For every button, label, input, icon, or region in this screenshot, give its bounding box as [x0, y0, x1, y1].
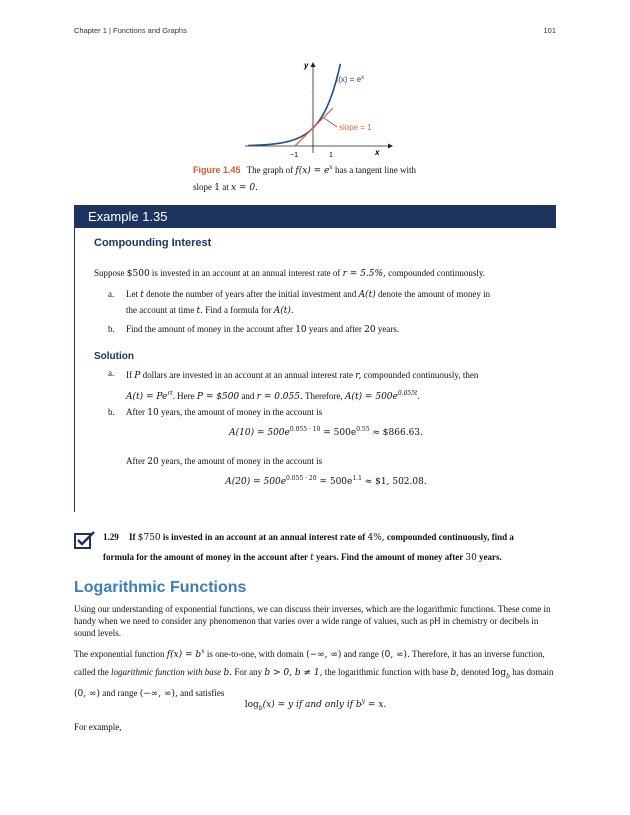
- exp-curve: [248, 64, 340, 146]
- figure-number: Figure 1.45: [193, 165, 241, 175]
- solution-part-b-text2: After 20 years, the amount of money in the account is: [126, 456, 323, 467]
- section-paragraph-2: The exponential function $f(x) = b^x$ is one-to-one, with domain (−∞, ∞) and range (0, ∞). Therefore, it has an inverse function, called the logarithmic function with base b. For any b > 0, b ≠ 1, the logarithmic function with base b, denoted $\log_b$ has domain (0, ∞) and range (−∞, ∞), and satisfies: [74, 648, 554, 699]
- example-left-border: [74, 228, 75, 512]
- section-title: Logarithmic Functions: [74, 579, 247, 596]
- solution-part-b-text1: After 10 years, the amount of money in the account is: [126, 407, 323, 418]
- example-part-a: Let t denote the number of years after the initial investment and A(t) denote the amount of money in the account at time t. Find a formula for A(t).: [126, 289, 491, 316]
- section-paragraph-1: Using our understanding of exponential functions, we can discuss their inverses, which are the logarithmic functions. These come in handy when we need to consider any phenomenon that varies over a wide range of values, such as pH in chemistry or decibels in sound levels.: [74, 604, 551, 638]
- section-paragraph-3: For example,: [74, 722, 122, 732]
- solution-heading: Solution: [94, 351, 134, 362]
- example-intro: Suppose $500 is invested in an account at an annual interest rate of r = 5.5%, compounded continuously.: [94, 268, 486, 279]
- page-number: 101: [543, 26, 556, 35]
- x-axis-label: x: [375, 148, 380, 157]
- y-axis-arrow: [311, 62, 316, 67]
- curve-label: $f(x) = e^x$: [336, 75, 365, 84]
- tangent-label-pointer: [324, 118, 337, 127]
- example-heading: Compounding Interest: [94, 237, 212, 249]
- tangent-line: [295, 108, 333, 146]
- tick-label-neg1: −1: [290, 152, 298, 158]
- equation-a20: $A(20) = 500e^{0.055 \cdot 20} = 500e^{1.1}$ ≈ $1, 502.08.: [225, 475, 427, 487]
- tick-label-1: 1: [329, 152, 333, 158]
- example-part-b-label: b.: [108, 324, 115, 334]
- figure-graph: [240, 58, 400, 158]
- figure-caption: Figure 1.45 The graph of $f(x) = e^x$ has a tangent line with slope 1 at x = 0.: [193, 164, 417, 193]
- log-definition-equation: $\log_b(x) = y$ if and only if $b^y = x$.: [244, 698, 387, 712]
- example-part-a-label: a.: [108, 289, 115, 299]
- example-title: Example 1.35: [88, 209, 168, 224]
- y-axis-label: y: [304, 61, 309, 70]
- tangent-label: slope = 1: [339, 123, 372, 132]
- solution-part-a: If P dollars are invested in an account at an annual interest rate r, compounded continuously, then $A(t) = Pe^{rt}$. Here P = $500 and r = 0.055. Therefore, $A(t) = 500e^{0.055t}$.: [126, 370, 479, 402]
- checkpoint-text: 1.29 If $750 is invested in an account at an annual interest rate of 4%, compounded continuously, find a formula for the amount of money in the account after t years. Find the amount of money after 30 years.: [103, 532, 514, 563]
- equation-a10: $A(10) = 500e^{0.055 \cdot 10} = 500e^{0.55}$ ≈ $866.63.: [229, 426, 423, 438]
- running-header-chapter: Chapter 1 | Functions and Graphs: [74, 26, 187, 35]
- solution-part-b-label: b.: [108, 407, 115, 417]
- x-axis-arrow: [388, 144, 393, 149]
- example-part-b: Find the amount of money in the account after 10 years and after 20 years.: [126, 324, 400, 335]
- solution-part-a-label: a.: [108, 368, 115, 378]
- example-title-bar: [74, 205, 556, 228]
- checkpoint-icon: [74, 530, 96, 550]
